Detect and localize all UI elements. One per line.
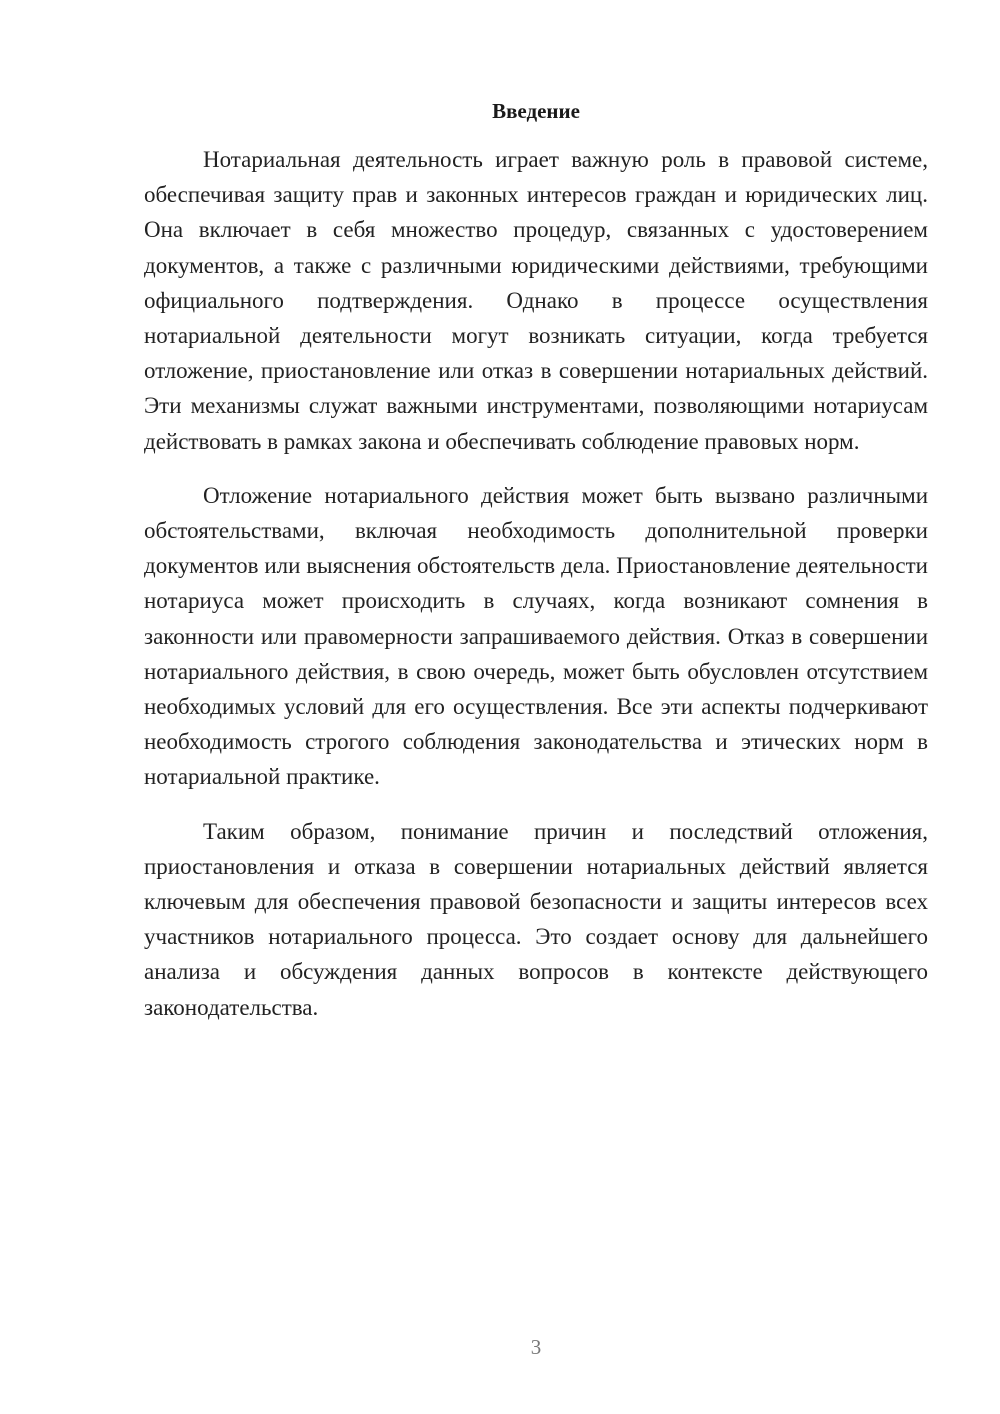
page-number: 3 [530, 1335, 542, 1359]
paragraph-2: Отложение нотариального действия может быть вызвано различными обстоятельствами, включая необходимость дополнительной проверки документов или выяснения обстоятельств дела. Приостановление деятельности нотариуса может происходить в случаях, когда возникают сомнения в законности или правомерности запрашиваемого действия. Отказ в совершении нотариального действия, в свою очередь, может быть обусловлен отсутствием необходимых условий для его осуществления. Все эти аспекты подчеркивают необходимость строгого соблюдения законодательства и этических норм в нотариальной практике. [144, 482, 928, 790]
paragraph-1: Нотариальная деятельность играет важную роль в правовой системе, обеспечивая защиту прав и законных интересов граждан и юридических лиц. Она включает в себя множество процедур, связанных с удостоверением документов, а также с различными юридическими действиями, требующими официального подтверждения. Однако в процессе осуществления нотариальной деятельности могут возникать ситуации, когда требуется отложение, приостановление или отказ в совершении нотариальных действий. Эти механизмы служат важными инструментами, позволяющими нотариусам действовать в рамках закона и обеспечивать соблюдение правовых норм. [144, 147, 928, 454]
body-text [144, 142, 928, 1044]
section-heading: Введение [492, 99, 580, 123]
paragraph-3: Таким образом, понимание причин и последствий отложения, приостановления и отказа в совершении нотариальных действий является ключевым для обеспечения правовой безопасности и защиты интересов всех участников нотариального процесса. Это создает основу для дальнейшего анализа и обсуждения данных вопросов в контексте действующего законодательства. [144, 818, 928, 1020]
